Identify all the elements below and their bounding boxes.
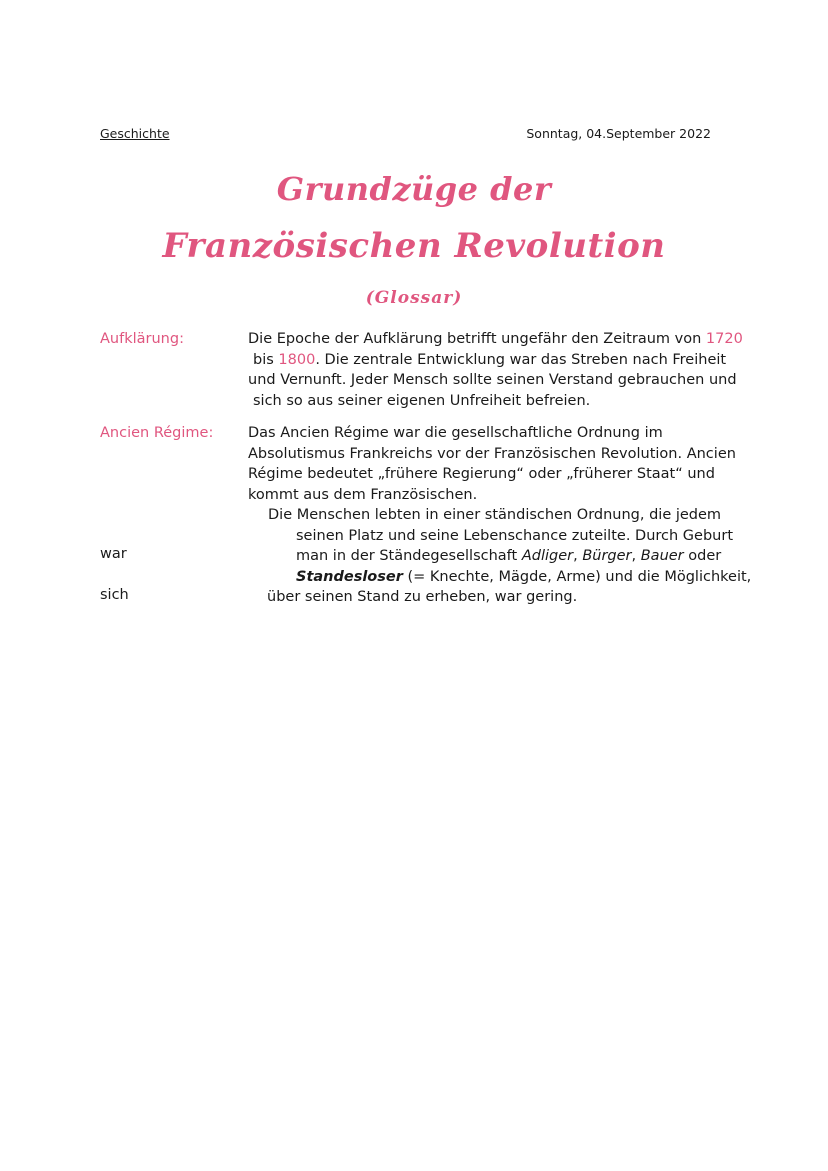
- text: (= Knechte, Mägde, Arme) und die Möglichkeit,: [402, 568, 752, 585]
- definition-line: sich so aus seiner eigenen Unfreiheit befreien.: [253, 392, 591, 409]
- definition-line: [248, 567, 752, 588]
- definition-line: [248, 546, 738, 567]
- year-1720: 1720: [705, 331, 743, 347]
- subtitle: (Glossar): [365, 288, 463, 308]
- definition-line: Absolutismus Frankreichs vor der Französischen Revolution. Ancien: [248, 445, 736, 462]
- definition-aufklaerung: [248, 329, 743, 411]
- definition-line: seinen Platz und seine Lebenschance zuteilte. Durch Geburt: [296, 527, 734, 544]
- margin-word-sich: sich: [100, 587, 129, 603]
- definition-line: [248, 329, 743, 350]
- term-ancien-regime: Ancien Régime:: [100, 425, 214, 441]
- italic-bauer: Bauer: [640, 548, 684, 564]
- definition-line: über seinen Stand zu erheben, war gering.: [267, 589, 578, 605]
- text: . Die zentrale Entwicklung war das Streben nach Freiheit: [315, 351, 727, 368]
- title-line-1: Grundzüge der: [276, 170, 552, 208]
- margin-word-war: war: [100, 546, 127, 562]
- subject-label: Geschichte: [100, 126, 170, 141]
- text: Die Epoche der Aufklärung betrifft ungefähr den Zeitraum von: [248, 331, 706, 347]
- definition-ancien-regime: [248, 423, 752, 608]
- text: man in der Ständegesellschaft: [296, 548, 522, 564]
- definition-line: Régime bedeutet „frühere Regierung“ oder „früherer Staat“ und: [248, 466, 715, 482]
- year-1800: 1800: [278, 351, 316, 368]
- definition-line: und Vernunft. Jeder Mensch sollte seinen Verstand gebrauchen und: [248, 372, 737, 388]
- definition-line: Das Ancien Régime war die gesellschaftliche Ordnung im: [248, 425, 663, 441]
- italic-adliger: Adliger: [521, 548, 574, 564]
- title-line-2: Französischen Revolution: [162, 226, 666, 266]
- text: bis: [253, 351, 279, 368]
- definition-line: [248, 350, 738, 371]
- text: ,: [573, 548, 583, 564]
- definition-line: kommt aus dem Französischen.: [248, 486, 478, 503]
- date-label: Sonntag, 04.September 2022: [526, 126, 711, 141]
- text: oder: [683, 548, 722, 564]
- term-aufklaerung: Aufklärung:: [100, 331, 184, 347]
- definition-line: Die Menschen lebten in einer ständischen Ordnung, die jedem: [268, 507, 722, 523]
- italic-buerger: Bürger: [582, 548, 632, 564]
- bold-standesloser: Standesloser: [296, 568, 403, 585]
- text: ,: [631, 548, 641, 564]
